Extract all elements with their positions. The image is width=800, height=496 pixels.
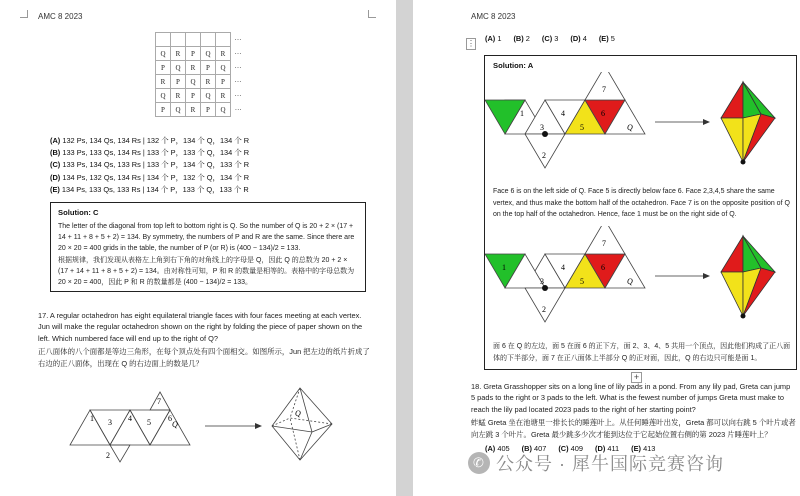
option-b: (B) 407	[521, 444, 547, 453]
face-label-5: 5	[580, 277, 584, 286]
net-label-3: 3	[108, 418, 112, 427]
grid-cell: R	[186, 103, 201, 117]
grid-cell: P	[201, 61, 216, 75]
question-17-figure	[0, 380, 396, 496]
colored-net-top	[485, 72, 645, 168]
option-d: (D) 4	[570, 34, 587, 43]
grid-ellipsis: ⋯	[234, 77, 242, 86]
colored-octahedron-top	[721, 82, 775, 162]
grid-ellipsis: ⋯	[234, 63, 242, 72]
grid-cell: Q	[216, 61, 231, 75]
solution-title: Solution: C	[58, 208, 99, 217]
face-label-6: 6	[601, 109, 605, 118]
net-label-7: 7	[157, 397, 161, 406]
question-17-en: 17. A regular octahedron has eight equilateral triangle faces with four faces meeting at each vertex. Jun will make the regular octahedron shown on the right by folding the piece of paper shown on the left. Which numbered face will end up to the right of Q?	[38, 311, 363, 343]
page-header: AMC 8 2023	[38, 12, 83, 21]
grid-cell	[186, 33, 201, 47]
solution-text-en: Face 6 is on the left side of Q. Face 5 is directly below face 6. Face 2,3,4,5 share the same vertex, and thus make the bottom half of the octahedron. Face 7 is on the opposite position of Q on the top half of the octahedron. Hence, face 1 must be on the right side of Q.	[493, 188, 790, 218]
face-label-q: Q	[627, 123, 633, 132]
face-label-7: 7	[602, 85, 606, 94]
grid-cell: R	[171, 47, 186, 61]
page-gutter	[396, 0, 413, 496]
grid-ellipsis: ⋯	[234, 105, 242, 114]
option-a: (A) 405	[485, 444, 510, 453]
grid-row	[156, 89, 246, 103]
octa-label-q: Q	[295, 409, 301, 418]
face-label-1: 1	[520, 109, 524, 118]
drag-handle-icon[interactable]: ⋮	[467, 39, 475, 48]
option-c: (C) 3	[541, 34, 559, 43]
grid-cell: Q	[156, 47, 171, 61]
grid-cell: Q	[216, 103, 231, 117]
solution-text-zh: 根据规律，我们发现从表格左上角到右下角的对角线上的字母是 Q，因此 Q 的总数为 20 + 2 × (17 + 14 + 11 + 8 + 5 + 2) = 134。由对称性可知，P 和 R 的数量是相等的。表格中的字母总数为 20 × 20 = 400，因此 P 和 R 的数量都是 (400 − 134)/2 = 133。	[58, 257, 355, 286]
vertex-dot	[741, 314, 746, 319]
grid-cell: R	[156, 75, 171, 89]
grid-ellipsis: ⋯	[234, 35, 242, 44]
fold-arrowhead	[703, 273, 710, 279]
grid-cell: Q	[171, 61, 186, 75]
watermark	[468, 450, 724, 476]
grid-row	[156, 47, 246, 61]
grid-cell: Q	[156, 89, 171, 103]
question-18	[471, 381, 796, 440]
net-label-4: 4	[128, 414, 132, 423]
fold-arrowhead	[703, 119, 710, 125]
question-17-zh: 正八面体的八个面都是等边三角形，在每个顶点处有四个面相交。如图所示，Jun 把左边的纸片折成了右边的正八面体，出现在 Q 的右边面上的数是几？	[38, 347, 370, 368]
option-e: (E) 5	[598, 34, 615, 43]
solution-text-en: The letter of the diagonal from top left to bottom right is Q. So the number of Q is 20 + 2 × (17 + 14 + 11 + 8 + 5 + 2) = 134. By symmetry, the numbers of P and R are the same. Since there are 20 × 20 = 400 grids in the table, the number of P (or R) is (400 − 134)/2 = 133.	[58, 223, 355, 252]
grid-cell	[216, 33, 231, 47]
face-label-4: 4	[561, 263, 565, 272]
wechat-logo-icon: ✆	[468, 452, 490, 474]
option-a: (A) 1	[485, 34, 502, 43]
solution-figure-top	[485, 72, 796, 182]
grid-cell	[201, 33, 216, 47]
vertex-dot	[741, 160, 746, 165]
option-b: (B) 2	[513, 34, 530, 43]
grid-cell: P	[216, 75, 231, 89]
fold-arrowhead	[255, 423, 262, 429]
answer-options-16	[50, 135, 249, 196]
face-label-7: 7	[602, 239, 606, 248]
net-label-5: 5	[147, 418, 151, 427]
question-18-zh: 蚱蜢 Greta 坐在池塘里一排长长的睡莲叶上。从任何睡莲叶出发，Greta 都可以向右跳 5 个叶片或者向左跳 3 个叶片。Greta 最少跳多少次才能到达位于它起始位置右侧的第 2023 片睡莲叶上？	[471, 418, 796, 439]
grid-cell: R	[201, 75, 216, 89]
grid-cell: Q	[186, 75, 201, 89]
grid-cell: Q	[201, 89, 216, 103]
net-label-2: 2	[106, 451, 110, 460]
face-label-3: 3	[540, 277, 544, 286]
option-d: (D) 411	[595, 444, 620, 453]
grid-cell: P	[156, 103, 171, 117]
solution-box-17	[484, 55, 797, 370]
octahedron	[272, 388, 332, 460]
solution-text-zh: 面 6 在 Q 的左边，面 5 在面 6 的正下方，面 2、3、4、5 共用一个顶点，因此他们构成了正八面体的下半部分，面 7 在正八面体上半部分 Q 的正对面，因此，Q 的右边只可能是面 1。	[493, 343, 791, 362]
solution-title: Solution: A	[493, 61, 534, 70]
grid-cell: Q	[201, 47, 216, 61]
grid-cell: P	[186, 89, 201, 103]
grid-cell: P	[171, 75, 186, 89]
grid-cell	[156, 33, 171, 47]
grid-row	[156, 61, 246, 75]
grid-cell: R	[216, 47, 231, 61]
grid-cell: P	[156, 61, 171, 75]
grid-cell: P	[201, 103, 216, 117]
grid-ellipsis: ⋯	[234, 49, 242, 58]
face-label-3: 3	[540, 123, 544, 132]
option-e: (E) 413	[631, 444, 656, 453]
face-label-6: 6	[601, 263, 605, 272]
grid-ellipsis: ⋯	[234, 91, 242, 100]
crop-mark	[20, 10, 28, 18]
question-17	[38, 310, 370, 369]
solution-figure-bottom	[485, 226, 796, 331]
letter-grid	[155, 32, 246, 117]
answer-options-17	[485, 34, 615, 43]
insert-button[interactable]: +	[631, 372, 642, 383]
option-a: (A) 132 Ps, 134 Qs, 134 Rs | 132 个 P，134 个 Q，134 个 R	[50, 136, 250, 145]
colored-net-bottom	[485, 226, 645, 322]
watermark-text: 公众号 · 犀牛国际竞赛咨询	[496, 454, 724, 474]
grid-cell	[171, 33, 186, 47]
face-label-5: 5	[580, 123, 584, 132]
face-label-1: 1	[502, 263, 506, 272]
face-label-2: 2	[542, 305, 546, 314]
option-c: (C) 133 Ps, 134 Qs, 133 Rs | 133 个 P，134 个 Q，133 个 R	[50, 160, 250, 170]
face-label-2: 2	[542, 151, 546, 160]
option-c: (C) 409	[558, 444, 584, 453]
crop-mark	[368, 10, 376, 18]
option-d: (D) 134 Ps, 132 Qs, 134 Rs | 134 个 P，132 个 Q，134 个 R	[50, 172, 250, 182]
grid-cell: R	[171, 89, 186, 103]
grid-cell: R	[186, 61, 201, 75]
face-label-q: Q	[627, 277, 633, 286]
option-b: (B) 133 Ps, 133 Qs, 134 Rs | 133 个 P，133 个 Q，134 个 R	[50, 148, 250, 158]
solution-box-16	[50, 202, 366, 292]
page-header: AMC 8 2023	[471, 12, 516, 21]
right-page	[413, 0, 800, 496]
face-label-4: 4	[561, 109, 565, 118]
net-label-6: 6	[168, 414, 172, 423]
grid-cell: P	[186, 47, 201, 61]
grid-cell: Q	[171, 103, 186, 117]
question-18-en: 18. Greta Grasshopper sits on a long line of lily pads in a pond. From any lily pad, Greta can jump 5 pads to the right or 3 pads to the left. What is the fewest number of jumps Greta must make to reach the lily pad located 2023 pads to the right of her starting point?	[471, 382, 791, 414]
colored-octahedron-bottom	[721, 236, 775, 316]
grid-cell: R	[216, 89, 231, 103]
grid-row	[156, 103, 246, 117]
grid-row	[156, 75, 246, 89]
left-page	[0, 0, 396, 496]
grid-row	[156, 33, 246, 47]
net-label-q: Q	[172, 420, 178, 429]
option-e: (E) 134 Ps, 133 Qs, 133 Rs | 134 个 P，133 个 Q，133 个 R	[50, 184, 249, 194]
net-label-1: 1	[90, 414, 94, 423]
